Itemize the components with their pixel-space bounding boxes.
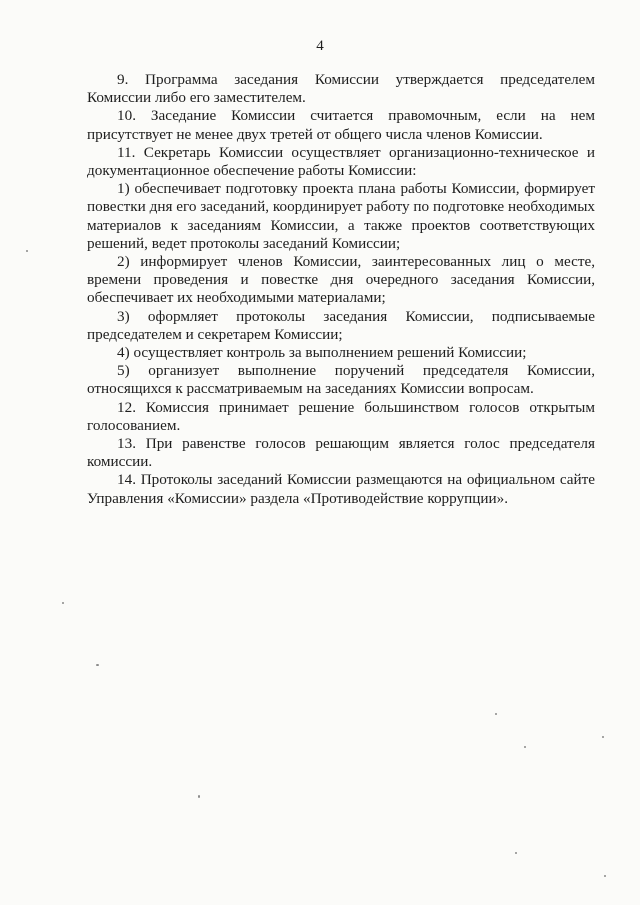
scan-speck <box>515 852 517 854</box>
scan-speck <box>495 713 497 715</box>
list-item-5: 5) организует выполнение поручений председателя Комиссии, относящихся к рассматриваемым на заседаниях Комиссии вопросам. <box>87 362 595 398</box>
scan-speck <box>198 795 200 798</box>
paragraph-14: 14. Протоколы заседаний Комиссии размещаются на официальном сайте Управления «Комиссии» раздела «Противодействие коррупции». <box>87 471 595 507</box>
scan-speck <box>96 664 99 666</box>
document-body <box>87 71 595 508</box>
scan-speck <box>604 875 606 877</box>
paragraph-10: 10. Заседание Комиссии считается правомочным, если на нем присутствует не менее двух третей от общего числа членов Комиссии. <box>87 107 595 143</box>
paragraph-12: 12. Комиссия принимает решение большинством голосов открытым голосованием. <box>87 398 595 434</box>
page-number: 4 <box>316 38 324 54</box>
scan-speck <box>602 736 604 738</box>
list-item-4: 4) осуществляет контроль за выполнением решений Комиссии; <box>117 344 527 362</box>
list-item-2: 2) информирует членов Комиссии, заинтересованных лиц о месте, времени проведения и повестке дня очередного заседания Комиссии, обеспечивает их необходимыми материалами; <box>87 253 595 307</box>
list-item-1: 1) обеспечивает подготовку проекта плана работы Комиссии, формирует повестки дня его заседаний, координирует работу по подготовке необходимых материалов к заседаниям Комиссии, а также проектов соответствующих решений, ведет протоколы заседаний Комиссии; <box>87 180 595 252</box>
list-item-3: 3) оформляет протоколы заседания Комиссии, подписываемые председателем и секретарем Комиссии; <box>87 307 595 343</box>
paragraph-13: 13. При равенстве голосов решающим является голос председателя комиссии. <box>87 435 595 471</box>
scan-speck <box>524 746 526 748</box>
scan-speck <box>26 250 28 252</box>
scan-speck <box>62 602 64 604</box>
paragraph-11: 11. Секретарь Комиссии осуществляет организационно-техническое и документационное обеспечение работы Комиссии: <box>87 143 595 180</box>
paragraph-9: 9. Программа заседания Комиссии утверждается председателем Комиссии либо его заместителем. <box>87 71 595 107</box>
